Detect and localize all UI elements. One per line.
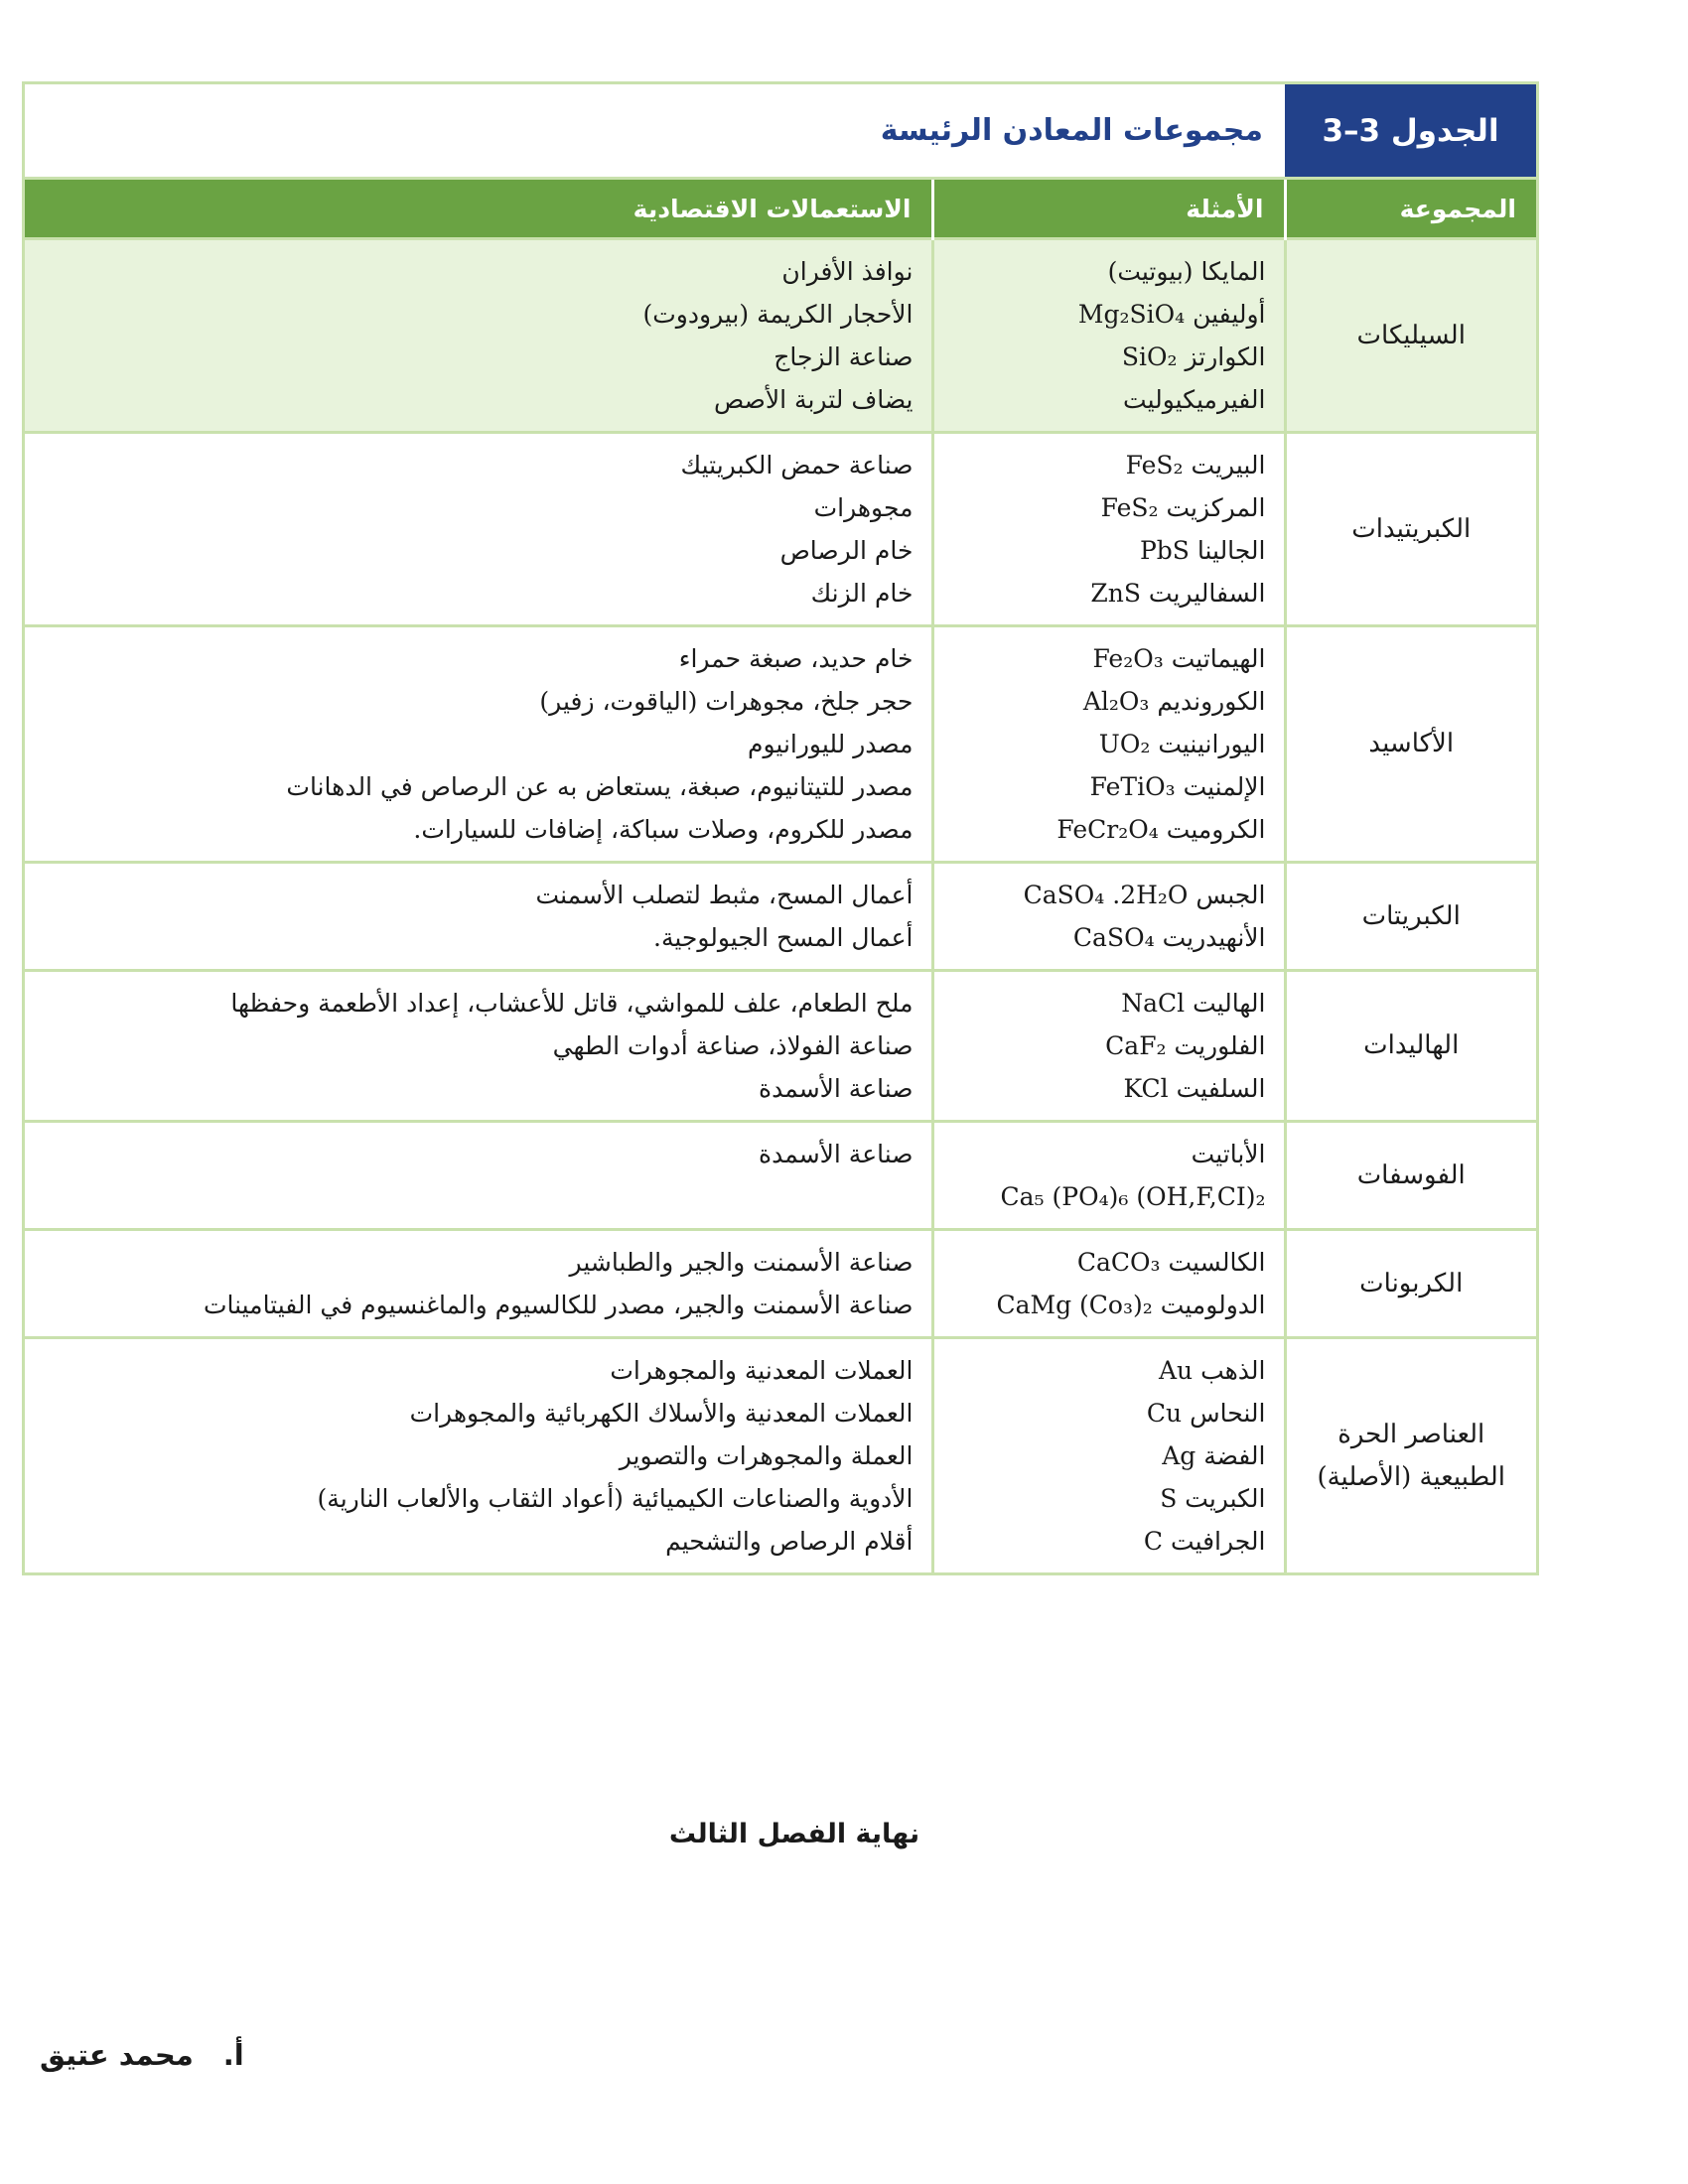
- chemical-formula: Al₂O₃: [1082, 687, 1150, 716]
- table-body: [25, 239, 1536, 1573]
- mineral-name: الذهب: [1200, 1356, 1266, 1385]
- chemical-formula: FeTiO₃: [1089, 772, 1176, 801]
- table-title-bar: [25, 84, 1536, 180]
- chemical-formula: Ag: [1162, 1441, 1196, 1470]
- chemical-formula: KCl: [1123, 1074, 1169, 1103]
- chemical-formula: Mg₂SiO₄: [1077, 300, 1186, 329]
- example-line: [952, 874, 1266, 916]
- cell-examples: [932, 1122, 1285, 1230]
- mineral-name: الكروميت: [1166, 815, 1266, 844]
- example-line: [952, 444, 1266, 486]
- chemical-formula: FeCr₂O₄: [1056, 815, 1159, 844]
- table-row: [25, 239, 1536, 433]
- chemical-formula: CaSO₄ .2H₂O: [1023, 881, 1189, 909]
- table-row: [25, 626, 1536, 863]
- mineral-name: الفلوريت: [1174, 1031, 1266, 1060]
- table-header-row: [25, 180, 1536, 239]
- use-line: خام الرصاص: [779, 536, 914, 565]
- example-line: [952, 1477, 1266, 1520]
- mineral-name: المركزيت: [1166, 493, 1266, 522]
- chemical-formula: FeS₂: [1100, 493, 1159, 522]
- example-line: [952, 1520, 1266, 1563]
- chemical-formula: UO₂: [1098, 730, 1151, 758]
- cell-uses: [25, 1230, 932, 1338]
- example-line: [952, 250, 1266, 293]
- use-line: العملات المعدنية والأسلاك الكهربائية والمجوهرات: [409, 1399, 914, 1428]
- example-line: [952, 1175, 1266, 1218]
- chemical-formula: SiO₂: [1121, 342, 1178, 371]
- cell-examples: [932, 1338, 1285, 1573]
- cell-examples: [932, 239, 1285, 433]
- cell-group: [1285, 1122, 1536, 1230]
- author-prefix: أ.: [222, 2038, 244, 2072]
- mineral-name: الهيماتيت: [1171, 644, 1266, 673]
- chemical-formula: FeS₂: [1125, 451, 1184, 479]
- mineral-name: الكورونديم: [1157, 687, 1266, 716]
- chemical-formula: C: [1143, 1527, 1164, 1556]
- mineral-name: الدولوميت: [1160, 1291, 1266, 1319]
- cell-group: [1285, 1338, 1536, 1573]
- mineral-name: الجرافيت: [1171, 1527, 1266, 1556]
- mineral-name: الفيرميكيوليت: [1123, 385, 1266, 414]
- chemical-formula: Fe₂O₃: [1092, 644, 1164, 673]
- mineral-name: الفضة: [1203, 1441, 1266, 1470]
- header-uses: الاستعمالات الاقتصادية: [25, 180, 932, 239]
- table-number: الجدول 3–3: [1285, 84, 1536, 177]
- use-line: أعمال المسح الجيولوجية.: [653, 923, 914, 952]
- table-title: مجموعات المعادن الرئيسة: [880, 113, 1263, 148]
- use-line: نوافذ الأفران: [781, 257, 914, 286]
- example-line: [952, 680, 1266, 723]
- mineral-name: المايكا (بيوتيت): [1107, 257, 1266, 286]
- use-line: صناعة حمض الكبريتيك: [680, 451, 914, 479]
- example-line: [952, 1434, 1266, 1477]
- group-name: العناصر الحرة: [1337, 1419, 1485, 1449]
- use-line: أقلام الرصاص والتشحيم: [665, 1527, 914, 1556]
- use-line: حجر جلخ، مجوهرات (الياقوت، زفير): [539, 687, 914, 716]
- cell-group: [1285, 433, 1536, 626]
- chemical-formula: PbS: [1139, 536, 1190, 565]
- mineral-name: البيريت: [1191, 451, 1266, 479]
- group-name: الكربونات: [1359, 1268, 1464, 1298]
- cell-group: [1285, 863, 1536, 971]
- group-name: السيليكات: [1356, 320, 1466, 350]
- cell-examples: [932, 626, 1285, 863]
- table-row: [25, 863, 1536, 971]
- mineral-name: الهاليت: [1193, 989, 1266, 1018]
- use-line: العملات المعدنية والمجوهرات: [610, 1356, 914, 1385]
- header-examples: الأمثلة: [932, 180, 1285, 239]
- example-line: [952, 529, 1266, 572]
- chemical-formula: Cu: [1146, 1399, 1183, 1428]
- cell-examples: [932, 433, 1285, 626]
- mineral-name: الجبس: [1196, 881, 1266, 909]
- table-row: [25, 1230, 1536, 1338]
- use-line: الأحجار الكريمة (بيرودوت): [642, 300, 914, 329]
- group-name: الطبيعية (الأصلية): [1317, 1461, 1506, 1492]
- use-line: يضاف لتربة الأصص: [714, 385, 914, 414]
- chemical-formula: CaF₂: [1105, 1031, 1167, 1060]
- group-name: الفوسفات: [1356, 1160, 1466, 1190]
- cell-uses: [25, 971, 932, 1122]
- use-line: العملة والمجوهرات والتصوير: [619, 1441, 914, 1470]
- mineral-name: الجالينا: [1196, 536, 1266, 565]
- mineral-name: السلفيت: [1176, 1074, 1266, 1103]
- use-line: صناعة الأسمنت والجير والطباشير: [569, 1248, 914, 1277]
- mineral-name: الإلمنيت: [1183, 772, 1266, 801]
- cell-uses: [25, 863, 932, 971]
- cell-group: [1285, 1230, 1536, 1338]
- cell-group: [1285, 971, 1536, 1122]
- use-line: أعمال المسح، مثبط لتصلب الأسمنت: [535, 881, 914, 909]
- mineral-name: السفاليريت: [1148, 579, 1266, 608]
- example-line: [952, 486, 1266, 529]
- use-line: خام حديد، صبغة حمراء: [678, 644, 914, 673]
- cell-uses: [25, 626, 932, 863]
- table-row: [25, 1122, 1536, 1230]
- chemical-formula: S: [1160, 1484, 1178, 1513]
- group-name: الكبريتيدات: [1351, 513, 1472, 544]
- example-line: [952, 336, 1266, 378]
- minerals-table-card: [22, 81, 1539, 1575]
- example-line: [952, 1133, 1266, 1175]
- mineral-name: الكالسيت: [1168, 1248, 1266, 1277]
- group-name: الكبريتات: [1361, 900, 1461, 931]
- table-row: [25, 971, 1536, 1122]
- example-line: [952, 1241, 1266, 1284]
- chemical-formula: ZnS: [1090, 579, 1141, 608]
- example-line: [952, 378, 1266, 421]
- use-line: صناعة الفولاذ، صناعة أدوات الطهي: [552, 1031, 914, 1060]
- cell-uses: [25, 239, 932, 433]
- example-line: [952, 1392, 1266, 1434]
- cell-group: [1285, 239, 1536, 433]
- cell-examples: [932, 971, 1285, 1122]
- example-line: [952, 982, 1266, 1024]
- mineral-name: الكوارتز: [1185, 342, 1266, 371]
- cell-uses: [25, 1338, 932, 1573]
- minerals-table: [25, 180, 1536, 1572]
- chemical-formula: Au: [1158, 1356, 1194, 1385]
- table-row: [25, 1338, 1536, 1573]
- use-line: مجوهرات: [813, 493, 914, 522]
- group-name: الأكاسيد: [1368, 729, 1455, 758]
- author-signature: [40, 2038, 244, 2072]
- cell-examples: [932, 1230, 1285, 1338]
- group-name: الهاليدات: [1363, 1030, 1460, 1060]
- example-line: [952, 1024, 1266, 1067]
- mineral-name: اليورانينيت: [1158, 730, 1266, 758]
- mineral-name: الأباتيت: [1191, 1140, 1266, 1168]
- chapter-end-title: نهاية الفصل الثالث: [668, 1819, 920, 1849]
- use-line: صناعة الأسمدة: [759, 1140, 914, 1168]
- mineral-name: النحاس: [1190, 1399, 1266, 1428]
- example-line: [952, 765, 1266, 808]
- example-line: [952, 293, 1266, 336]
- mineral-name: الأنهيدريت: [1162, 923, 1266, 952]
- cell-uses: [25, 1122, 932, 1230]
- chemical-formula: CaCO₃: [1076, 1248, 1161, 1277]
- use-line: ملح الطعام، علف للمواشي، قاتل للأعشاب، إعداد الأطعمة وحفظها: [230, 989, 914, 1018]
- header-group: المجموعة: [1285, 180, 1536, 239]
- chemical-formula: Ca₅ (PO₄)₆ (OH,F,CI)₂: [1000, 1182, 1266, 1211]
- author-name: محمد عتيق: [40, 2038, 194, 2072]
- example-line: [952, 572, 1266, 614]
- example-line: [952, 1284, 1266, 1326]
- example-line: [952, 808, 1266, 851]
- chemical-formula: NaCl: [1121, 989, 1186, 1018]
- use-line: مصدر لليورانيوم: [748, 730, 914, 758]
- use-line: مصدر للتيتانيوم، صبغة، يستعاض به عن الرصاص في الدهانات: [286, 772, 914, 801]
- mineral-name: الكبريت: [1185, 1484, 1266, 1513]
- example-line: [952, 1349, 1266, 1392]
- use-line: صناعة الأسمنت والجير، مصدر للكالسيوم والماغنسيوم في الفيتامينات: [203, 1291, 914, 1319]
- use-line: صناعة الأسمدة: [759, 1074, 914, 1103]
- cell-examples: [932, 863, 1285, 971]
- example-line: [952, 1067, 1266, 1110]
- example-line: [952, 916, 1266, 959]
- example-line: [952, 637, 1266, 680]
- mineral-name: أوليفين: [1193, 300, 1266, 329]
- chemical-formula: CaSO₄: [1072, 923, 1155, 952]
- table-row: [25, 433, 1536, 626]
- cell-uses: [25, 433, 932, 626]
- use-line: خام الزنك: [810, 579, 914, 608]
- example-line: [952, 723, 1266, 765]
- use-line: مصدر للكروم، وصلات سباكة، إضافات للسيارات.: [413, 815, 914, 844]
- use-line: صناعة الزجاج: [774, 342, 914, 371]
- use-line: الأدوية والصناعات الكيميائية (أعواد الثقاب والألعاب النارية): [317, 1484, 914, 1513]
- chemical-formula: CaMg (Co₃)₂: [996, 1291, 1153, 1319]
- cell-group: [1285, 626, 1536, 863]
